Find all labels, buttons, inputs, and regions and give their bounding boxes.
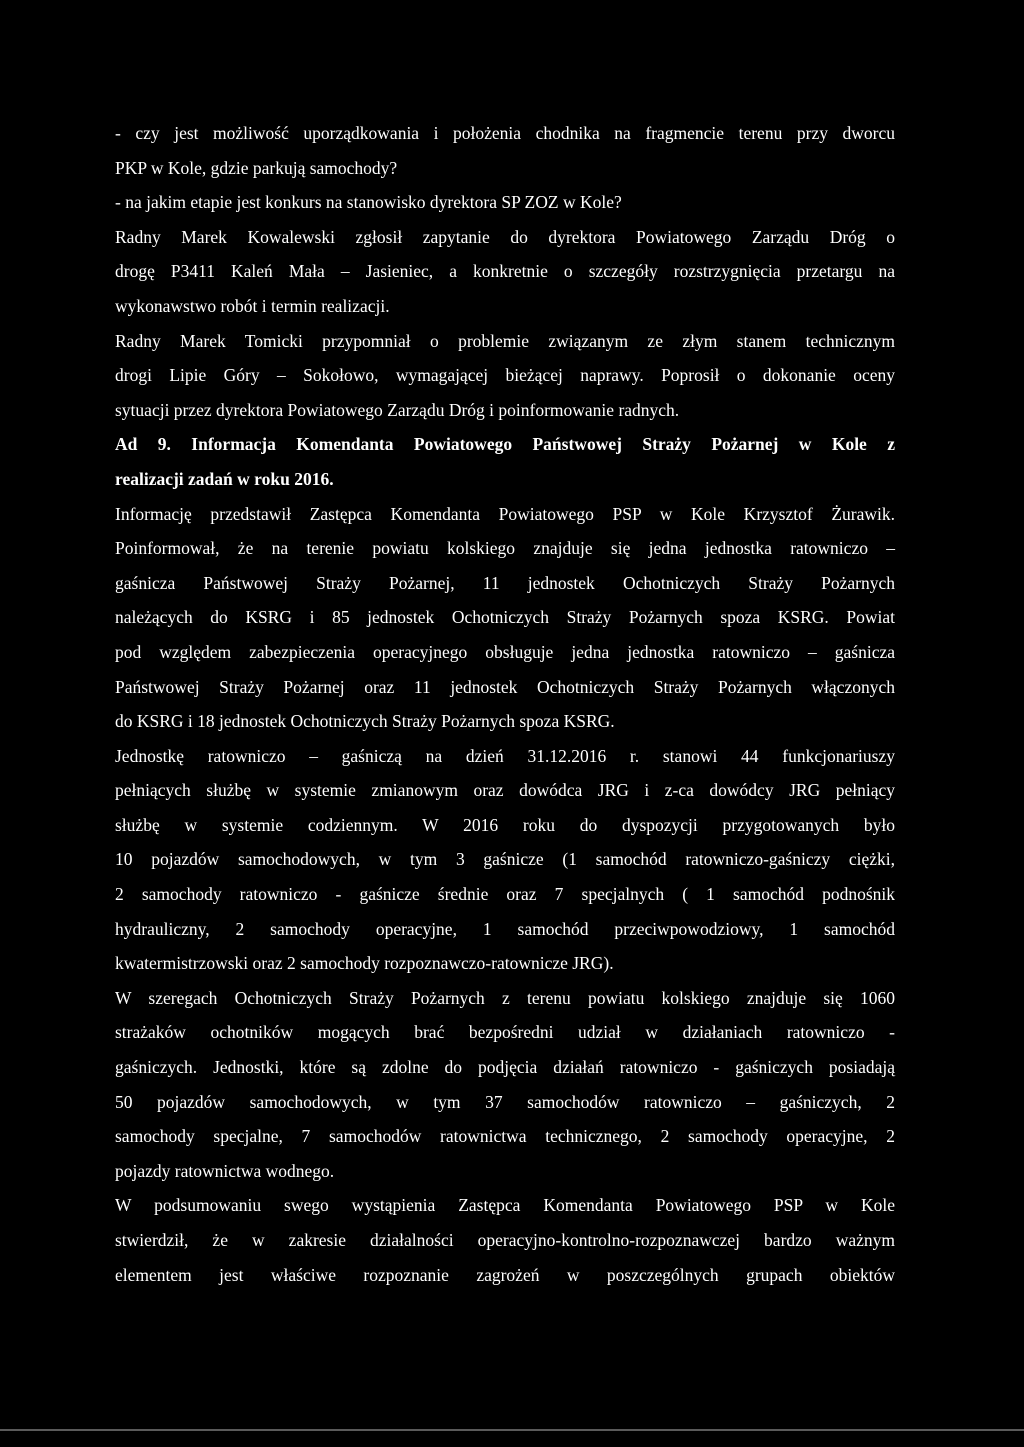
section-heading-line: realizacji zadań w roku 2016. — [115, 468, 334, 489]
bottom-rule — [0, 1429, 1024, 1431]
text-line: 50 pojazdów samochodowych, w tym 37 samochodów ratowniczo – gaśniczych, 2 — [115, 1091, 895, 1112]
text-line: Poinformował, że na terenie powiatu kolskiego znajduje się jedna jednostka ratowniczo – — [115, 538, 895, 559]
text-line: do KSRG i 18 jednostek Ochotniczych Straży Pożarnych spoza KSRG. — [115, 711, 615, 732]
text-line: W szeregach Ochotniczych Straży Pożarnych z terenu powiatu kolskiego znajduje się 1060 — [115, 987, 895, 1008]
text-line: strażaków ochotników mogących brać bezpośredni udział w działaniach ratowniczo - — [115, 1022, 895, 1043]
text-line: Radny Marek Tomicki przypomniał o problemie związanym ze złym stanem technicznym — [115, 330, 895, 351]
text-line: służbę w systemie codziennym. W 2016 roku do dyspozycji przygotowanych było — [115, 814, 895, 835]
text-line: Informację przedstawił Zastępca Komendanta Powiatowego PSP w Kole Krzysztof Żurawik. — [115, 503, 895, 524]
text-line: hydrauliczny, 2 samochody operacyjne, 1 samochód przeciwpowodziowy, 1 samochód — [115, 918, 895, 939]
text-line: pod względem zabezpieczenia operacyjnego obsługuje jedna jednostka ratowniczo – gaśnicza — [115, 641, 895, 662]
text-line: Radny Marek Kowalewski zgłosił zapytanie do dyrektora Powiatowego Zarządu Dróg o — [115, 226, 895, 247]
text-line: sytuacji przez dyrektora Powiatowego Zarządu Dróg i poinformowanie radnych. — [115, 399, 680, 420]
text-line: należących do KSRG i 85 jednostek Ochotniczych Straży Pożarnych spoza KSRG. Powiat — [115, 607, 895, 628]
text-line: Jednostkę ratowniczo – gaśniczą na dzień 31.12.2016 r. stanowi 44 funkcjonariuszy — [115, 745, 895, 766]
text-line: elementem jest właściwe rozpoznanie zagrożeń w poszczególnych grupach obiektów — [115, 1264, 895, 1285]
text-line: samochody specjalne, 7 samochodów ratownictwa technicznego, 2 samochody operacyjne, 2 — [115, 1126, 895, 1147]
text-line: 2 samochody ratowniczo - gaśnicze średnie oraz 7 specjalnych ( 1 samochód podnośnik — [115, 884, 895, 905]
text-line: pełniących służbę w systemie zmianowym oraz dowódca JRG i z-ca dowódcy JRG pełniący — [115, 780, 895, 801]
text-line: PKP w Kole, gdzie parkują samochody? — [115, 157, 398, 178]
text-line: gaśnicza Państwowej Straży Pożarnej, 11 jednostek Ochotniczych Straży Pożarnych — [115, 572, 895, 593]
text-line: drogę P3411 Kaleń Mała – Jasieniec, a konkretnie o szczegóły rozstrzygnięcia przetargu na — [115, 261, 895, 282]
text-line: 10 pojazdów samochodowych, w tym 3 gaśnicze (1 samochód ratowniczo-gaśniczy ciężki, — [115, 849, 895, 870]
text-line: drogi Lipie Góry – Sokołowo, wymagającej bieżącej naprawy. Poprosił o dokonanie oceny — [115, 365, 895, 386]
text-line: - na jakim etapie jest konkurs na stanowisko dyrektora SP ZOZ w Kole? — [115, 192, 622, 213]
text-line: stwierdził, że w zakresie działalności operacyjno-kontrolno-rozpoznawczej bardzo ważnym — [115, 1230, 895, 1250]
text-line: pojazdy ratownictwa wodnego. — [115, 1160, 335, 1181]
text-line: wykonawstwo robót i termin realizacji. — [115, 295, 390, 316]
text-line: W podsumowaniu swego wystąpienia Zastępca Komendanta Powiatowego PSP w Kole — [115, 1195, 895, 1216]
section-heading-line: Ad 9. Informacja Komendanta Powiatowego Państwowej Straży Pożarnej w Kole z — [115, 434, 895, 455]
text-line: - czy jest możliwość uporządkowania i położenia chodnika na fragmencie terenu przy dworcu — [115, 123, 895, 143]
text-line: Państwowej Straży Pożarnej oraz 11 jednostek Ochotniczych Straży Pożarnych włączonych — [115, 676, 895, 697]
document-page — [115, 116, 895, 1292]
text-line: gaśniczych. Jednostki, które są zdolne do podjęcia działań ratowniczo - gaśniczych posiadają — [115, 1057, 895, 1078]
text-line: kwatermistrzowski oraz 2 samochody rozpoznawczo-ratownicze JRG). — [115, 953, 614, 974]
